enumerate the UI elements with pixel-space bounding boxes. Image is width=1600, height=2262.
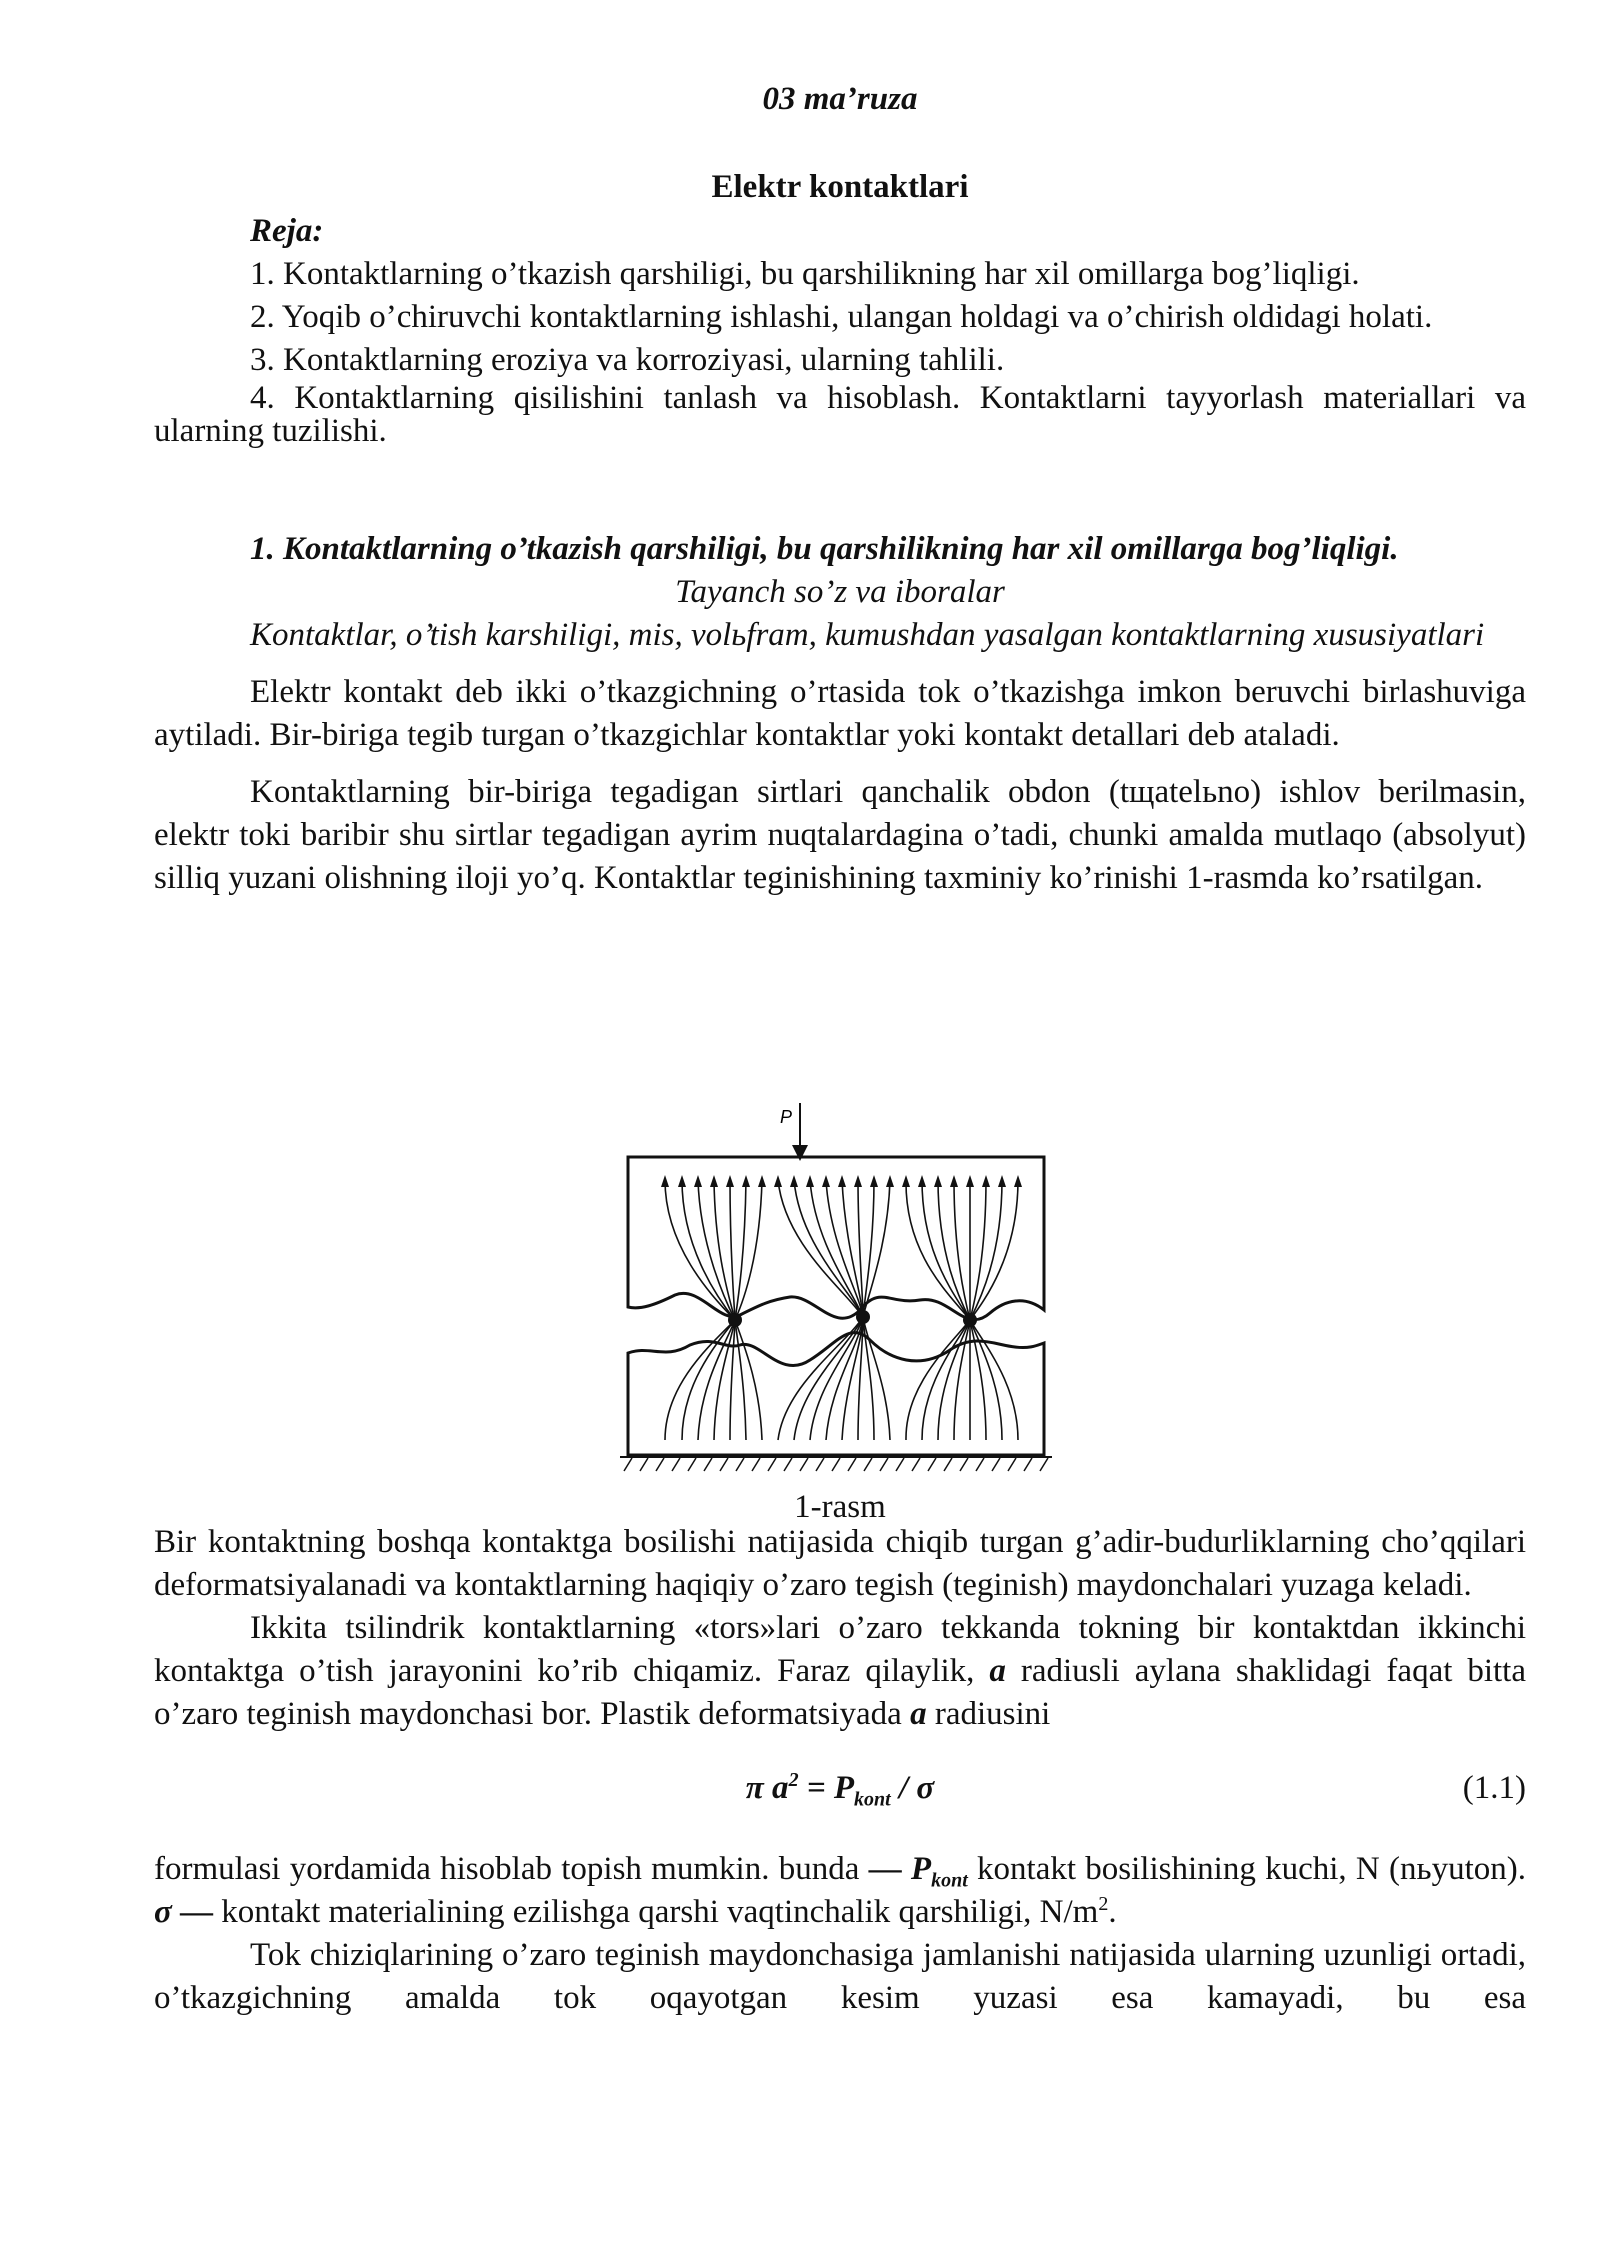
plan-item-4: 4. Kontaktlarning qisilishini tanlash va hisoblash. Kontaktlarni tayyorlash materiallari va ularning tuzilishi. [154,380,1526,449]
paragraph-surfaces: Kontaktlarning bir-biriga tegadigan sirtlari qanchalik obdon (tщatelьno) ishlov berilmasin, elektr toki baribir shu sirtlar tegadigan ayrim nuqtalardagina o’tadi, chunki amalda mutlaqo (absolyut) silliq yuzani olishning iloji yo’q. Kontaktlar teginishining taxminiy ko’rinishi 1-rasmda ko’rsatilgan. [154,774,1526,896]
plan-item-2: 2. Yoqib o’chiruvchi kontaktlarning ishlashi, ulangan holdagi va o’chirish oldidagi holati. [250,299,1433,335]
plan-item-1: 1. Kontaktlarning o’tkazish qarshiligi, bu qarshilikning har xil omillarga bog’liqligi. [250,256,1360,292]
para4-text-b: radiusli aylana shaklidagi faqat bitta o’zaro teginish maydonchasi bor. Plastik deformatsiyada [154,1653,1526,1732]
plan-item-3: 3. Kontaktlarning eroziya va korroziyasi, ularning tahlili. [250,342,1005,378]
section-1-continued [154,1521,1526,2020]
formula-1-1 [154,1762,1526,1822]
section-1 [154,528,1526,900]
current-arrowheads [661,1175,1022,1187]
paragraph-current-lines: Tok chiziqlarining o’zaro teginish maydonchasiga jamlanishi natijasida ularning uzunligi ortadi, o’tkazgichning amalda tok oqayotgan kesim yuzasi esa kamayadi, bu esa [154,1937,1526,2016]
keywords-title: Tayanch so’z va iboralar [675,574,1005,610]
dash-2: — [180,1894,214,1930]
para4-text-a: Ikkita tsilindrik kontaktlarning «tors»lari o’zaro tekkanda tokning bir kontaktdan ikkinchi kontaktga o’tish jarayonini ko’rib chiqamiz. Faraz qilaylik, [154,1610,1526,1689]
section-1-heading: 1. Kontaktlarning o’tkazish qarshiligi, bu qarshilikning har xil omillarga bog’liqligi. [250,531,1399,567]
paragraph-cylindrical [154,1607,1526,1736]
paragraph-formula-explanation: formulasi yordamida hisoblab topish mumkin. bunda — $P_{kont}$ kontakt bosilishining kuchi, N (nьyuton). σ — kontakt materialining ezilishga qarshi vaqtinchalik qarshiligi, $N/m^2$. [154,1851,1526,1930]
lecture-title: Elektr kontaktlari [711,169,969,205]
para4-text-c: radiusini [926,1696,1051,1732]
paragraph-deformation: Bir kontaktning boshqa kontaktga bosilishi natijasida chiqib turgan g’adir-budurliklarning cho’qqilari deformatsiyalanadi va kontaktlarning haqiqiy o’zaro tegish (teginish) maydonchalari yuzaga keladi. [154,1524,1526,1603]
formula-expression: π $a^2 = P_{kont} / \sigma$ [745,1769,935,1811]
force-label-p: P [780,1107,793,1127]
base-hatching [624,1458,1048,1471]
variable-a-2: a [910,1696,927,1732]
plan-heading: Reja: [250,213,324,249]
paragraph-definition: Elektr kontakt deb ikki o’tkazgichning o’rtasida tok o’tkazishga imkon beruvchi birlashuviga aytiladi. Bir-biriga tegib turgan o’tkazgichlar kontaktlar yoki kontakt detallari deb ataladi. [154,674,1526,753]
keywords-text: Kontaktlar, o’tish karshiligi, mis, volьfram, kumushdan yasalgan kontaktlarning xususiyatlari [250,617,1485,653]
figure-1 [154,1095,1526,1529]
contact-spots [728,1310,977,1327]
contact-diagram [620,1095,1060,1480]
dash: — [868,1851,902,1887]
figure-caption: 1-rasm [794,1489,886,1525]
variable-a: a [989,1653,1006,1689]
sigma: σ [154,1894,172,1930]
formula-number: (1.1) [1462,1770,1526,1806]
lecture-number: 03 ma’ruza [762,81,918,117]
plan-section [154,210,1526,448]
